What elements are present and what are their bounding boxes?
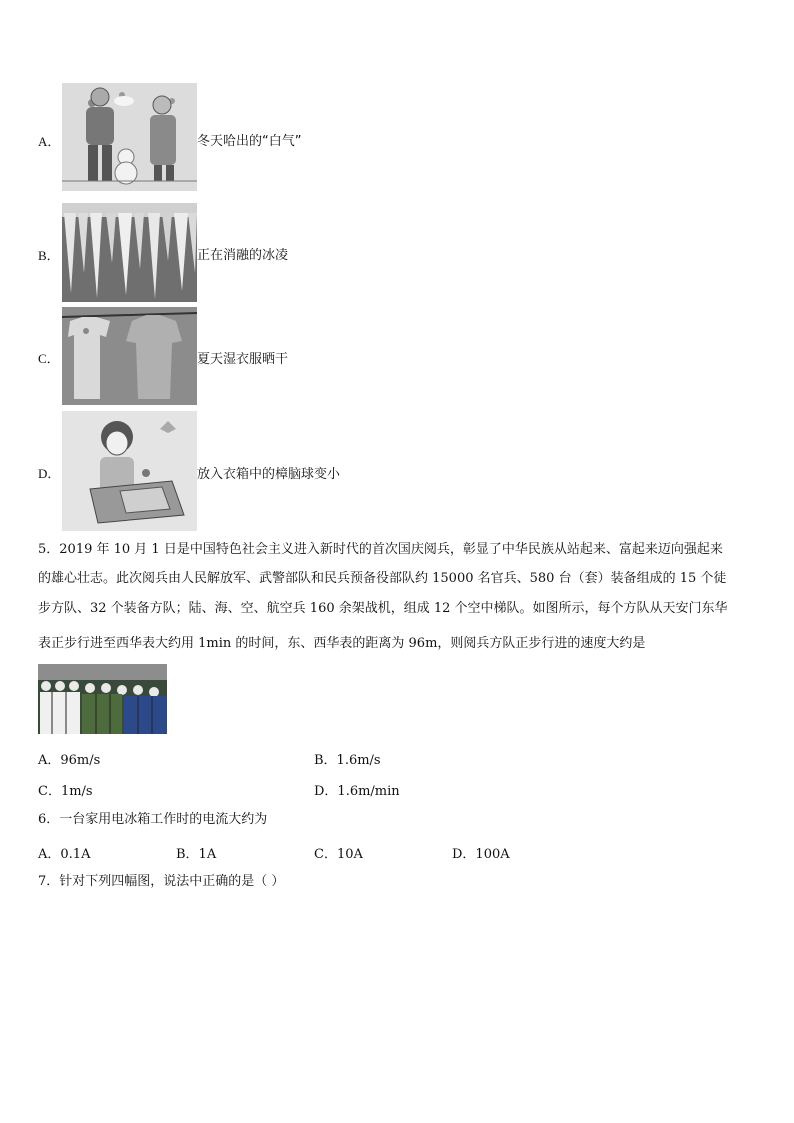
option-caption: 冬天哈出的“白气”	[197, 134, 302, 149]
icicles-photo-icon	[62, 203, 197, 302]
option-caption: 放入衣箱中的樟脑球变小	[197, 467, 341, 482]
girl-suitcase-illustration-icon	[62, 411, 197, 531]
option-letter: C．	[38, 351, 60, 366]
q6-choice-b: B．1A	[176, 847, 217, 862]
parade-soldiers-photo-icon	[38, 664, 167, 734]
q6-choice-d: D．100A	[452, 847, 510, 862]
q6-choice-c: C．10A	[314, 847, 363, 862]
q5-line-2: 的雄心壮志。此次阅兵由人民解放军、武警部队和民兵预备役部队约 15000 名官兵、580 台（套）装备组成的 15 个徒	[38, 571, 727, 586]
q5-choice-b: B．1.6m/s	[314, 753, 381, 768]
children-snow-illustration-icon	[62, 83, 197, 191]
option-letter: B．	[38, 248, 60, 263]
option-letter: A．	[38, 134, 61, 149]
option-caption: 正在消融的冰凌	[197, 248, 289, 263]
q5-choice-c: C．1m/s	[38, 784, 93, 799]
q5-line-1: 5．2019 年 10 月 1 日是中国特色社会主义进入新时代的首次国庆阅兵，彰显了中华民族从站起来、富起来迈向强起来	[38, 542, 723, 557]
q6-choice-a: A．0.1A	[38, 847, 91, 862]
q5-line-4: 表正步行进至西华表大约用 1min 的时间，东、西华表的距离为 96m，则阅兵方队正步行进的速度大约是	[38, 636, 646, 651]
q7-stem: 7．针对下列四幅图，说法中正确的是（ ）	[38, 874, 285, 889]
q5-line-3: 步方队、32 个装备方队；陆、海、空、航空兵 160 余架战机，组成 12 个空中梯队。如图所示，每个方队从天安门东华	[38, 601, 728, 616]
q5-choice-d: D．1.6m/min	[314, 784, 400, 799]
option-caption: 夏天湿衣服晒干	[197, 352, 289, 367]
q6-stem: 6．一台家用电冰箱工作时的电流大约为	[38, 812, 268, 827]
q5-choice-a: A．96m/s	[38, 753, 101, 768]
clothes-drying-photo-icon	[62, 307, 197, 405]
option-letter: D．	[38, 466, 61, 481]
